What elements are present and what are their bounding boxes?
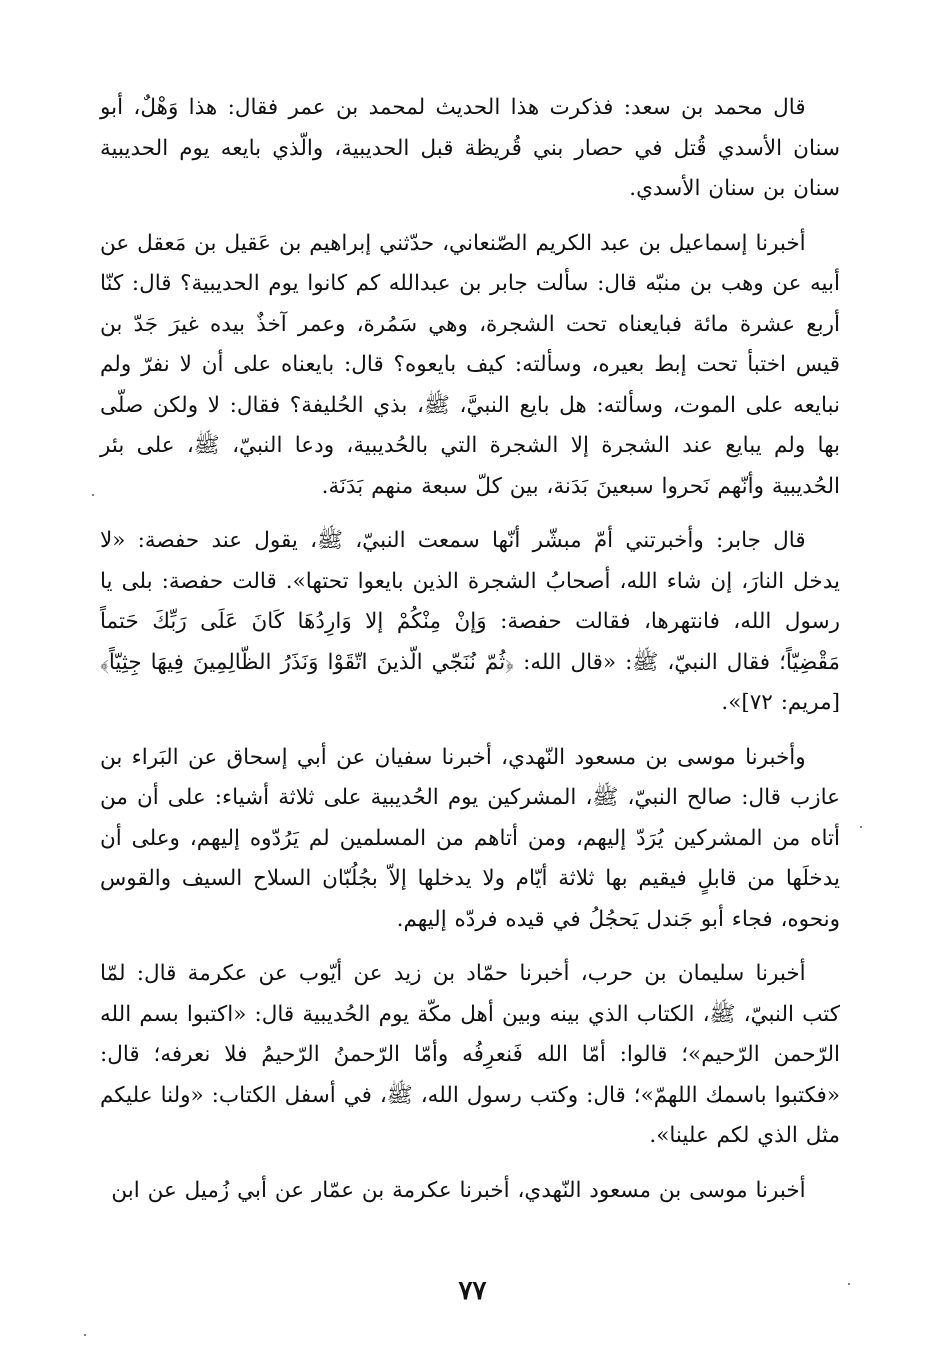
page-number: ٧٧ xyxy=(458,1276,487,1306)
scan-speck xyxy=(860,826,862,828)
scan-speck xyxy=(92,494,94,496)
paragraph-2: أخبرنا إسماعيل بن عبد الكريم الصّنعاني، حدّثني إبراهيم بن عَقيل بن مَعقل عن أبيه عن وهب بن منبّه قال: سألت جابر بن عبدالله كم كانوا يوم الحديبية؟ قال: كنّا أربع عشرة مائة فبايعناه تحت الشجرة، وهي سَمُرة، وعمر آخذٌ بيده غيرَ جَدّ بن قيس اختبأ تحت إبط بعيره، وسألته: كيف بايعوه؟ قال: بايعناه على أن لا نفرّ ولم نبايعه على الموت، وسألته: هل بايع النبيَّ، ﷺ، بذي الحُليفة؟ فقال: لا ولكن صلّى بها ولم يبايع عند الشجرة إلا الشجرة التي بالحُديبية، ودعا النبيّ، ﷺ، على بئر الحُديبية وأنّهم نَحروا سبعينَ بَدَنة، بين كلّ سبعة منهم بَدَنَة. xyxy=(100,230,840,499)
paragraph-3: قال جابر: وأخبرتني أمّ مبشّر أنّها سمعت النبيّ، ﷺ، يقول عند حفصة: «لا يدخل النارَ، إن شاء الله، أصحابُ الشجرة الذين بايعوا تحتها». قالت حفصة: بلى يا رسول الله، فانتهرها، فقالت حفصة: وَإنْ مِنْكُمْ إلا وَارِدُهَا كَانَ عَلَى رَبِّكَ حَتماً مَقْضِيّاً؛ فقال النبيّ، ﷺ: «قال الله: ﴿ثُمّ نُنَجّي الّذينَ اتّقَوْا وَنَذَرُ الظّالِمِينَ فِيهَا جِثِيّاً﴾ [مريم: ٧٢]». xyxy=(100,528,840,715)
scan-speck xyxy=(848,1283,850,1285)
paragraph-4: وأخبرنا موسى بن مسعود النّهدي، أخبرنا سفيان عن أبي إسحاق عن البَراء بن عازب قال: صالح النبيّ، ﷺ، المشركين يوم الحُديبية على ثلاثة أشياء: على أن من أتاه من المشركين يُرَدّ إليهم، ومن أتاهم من المسلمين لم يَرُدّوه إليهم، وعلى أن يدخلَها من قابلٍ فيقيم بها ثلاثة أيّام ولا يدخلها إلاّ بجُلُبّان السلاح السيف والقوس ونحوه، فجاء أبو جَندل يَحجُلُ في قيده فردّه إليهم. xyxy=(100,744,840,932)
paragraph-1: قال محمد بن سعد: فذكرت هذا الحديث لمحمد بن عمر فقال: هذا وَهْلٌ، أبو سنان الأسدي قُتل في حصار بني قُريظة قبل الحديبية، والّذي بايعه يوم الحديبية سنان بن سنان الأسدي. xyxy=(100,95,840,201)
scan-speck xyxy=(84,1334,86,1336)
paragraph-6: أخبرنا موسى بن مسعود النّهدي، أخبرنا عكرمة بن عمّار عن أبي زُميل عن ابن xyxy=(111,1177,806,1203)
page-body xyxy=(100,88,840,1225)
paragraph-5: أخبرنا سليمان بن حرب، أخبرنا حمّاد بن زيد عن أيّوب عن عكرمة قال: لمّا كتب النبيّ، ﷺ، الكتاب الذي بينه وبين أهل مكّة يوم الحُديبية قال: «اكتبوا بسم الله الرّحمن الرّحيم»؛ قالوا: أمّا الله فَنعرِفُه وأمّا الرّحمنُ الرّحيمُ فلا نعرفه؛ قال: «فكتبوا باسمك اللهمّ»؛ قال: وكتب رسول الله، ﷺ، في أسفل الكتاب: «ولنا عليكم مثل الذي لكم علينا». xyxy=(100,961,840,1148)
